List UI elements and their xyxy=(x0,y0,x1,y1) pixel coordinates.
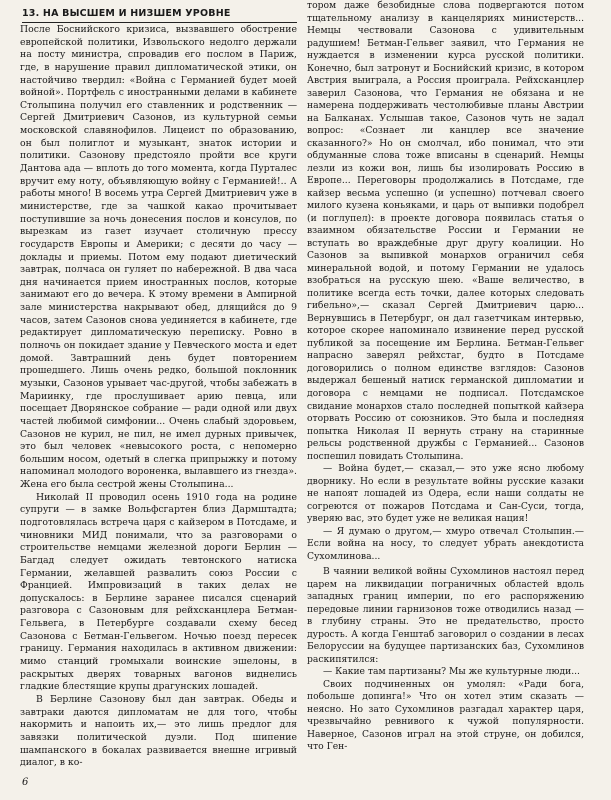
paragraph: В чаянии великой войны Сухомлинов настоял перед царем на ликвидации пограничных областей вдоль западных границ империи, по его распоряжению передовые линии гарнизонов тоже отводились назад — в глубину страны. Это не предательство, просто дурость. А когда Генштаб заговорил о создании в лесах Белоруссии на будущее партизанских баз, Сухомлинов раскипятился: xyxy=(307,566,584,665)
paragraph: тором даже безобидные слова подвергаются потом тщательному анализу в канцеляриях министерств... Немцы чествовали Сазонова с удивительным радушием! Бетман-Гельвег заявил, что Германия не нуждается в изменении курса русской политики. Конечно, был затронут и Боснийский кризис, в котором Австрия выиграла, а Россия проиграла. Рейхсканцлер заверил Сазонова, что Германия не обязана и не намерена поддерживать честолюбивые планы Австрии на Балканах. Услышав такое, Сазонов чуть не задал вопрос: «Сознает ли канцлер все значение сказанного?» Но он смолчал, ибо понимал, что эти обдуманные слова тоже вписаны в сценарий. Немцы лезли из кожи вон, лишь бы изолировать Россию в Европе... Переговоры продолжались в Потсдаме, где кайзер весьма успешно (и успешно) потчевал своего милого кузена коньяками, и царь от выпивки подобрел (и поглупел): в проекте договора появилась статья о взаимном обязательстве России и Германии не вступать во враждебные друг другу коалиции. Но Сазонов за выпивкой монархов ограничил себя минеральной водой, и потому Германии не удалось взобраться на русскую шею. «Ваше величество, в политике всегда есть точки, далее которых следовать гибельно»,— сказал Сергей Дмитриевич царю... Вернувшись в Петербург, он дал газетчикам интервью, которое скорее напоминало извинение перед русской публикой за посещение им Берлина. Бетман-Гельвег напрасно заверял рейхстаг, будто в Потсдаме договорились о полном единстве взглядов: Сазонов выдержал бешеный натиск германской дипломатии и договора с немцами не подписал. Потсдамское свидание монархов стало последней попыткой кайзера оторвать Россию от союзников. Это была и последняя попытка Николая II вернуть страну на старинные рельсы родственной дружбы с Германией... Сазонов поспешил повидать Столыпина. xyxy=(307,0,584,462)
paragraph: — Война будет,— сказал,— это уже ясно любому дворнику. Но если в результате войны русские казаки не напоят лошадей из Одера, если наши солдаты не согреются от пожаров Потсдама и Сан-Суси, тогда, уверяю вас, это будет уже не великая нация! xyxy=(307,463,584,525)
paragraph: Николай II проводил осень 1910 года на родине супруги — в замке Вольфсгартен близ Дармштадта; подготовлялась встреча царя с кайзером в Потсдаме, и чиновники МИД понимали, что за разговорами о строительстве немцами железной дороги Берлин — Багдад следует ожидать тевтонского натиска Германии, желавшей развалить союз России с Францией. Импровизаций в таких делах не допускалось: в Берлине заранее писался сценарий разговора с Сазоновым для рейхсканцлера Бетман-Гельвега, в Петербурге создавали схему бесед Сазонова с Бетман-Гельвегом. Ночью поезд пересек границу. Германия находилась в активном движении: мимо станций громыхали воинские эшелоны, в раскрытых дверях товарных вагонов виднелись гладкие блестящие крупы драгунских лошадей. xyxy=(20,491,297,693)
title-rule xyxy=(22,22,297,23)
right-column xyxy=(307,0,584,754)
paragraph: Своих подчиненных он умолял: «Ради бога, побольше допинга!» Что он хотел этим сказать — неясно. Но зато Сухомлинов разгадал характер царя, чрезвычайно ревнивого к чужой популярности. Наверное, Сазонов играл на этой струне, он добился, что Ген- xyxy=(307,678,584,753)
paragraph: В Берлине Сазонову был дан завтрак. Обеды и завтраки даются дипломатам не для того, чтобы накормить и напоить их,— это лишь предлог для завязки политической дуэли. Под шипение шампанского в бокалах развивается внешне игривый диалог, в ко- xyxy=(20,693,297,769)
paragraph: — Я думаю о другом,— хмуро отвечал Столыпин.— Если война на носу, то следует убрать анекдотиста Сухомлинова... xyxy=(307,525,584,562)
page-number: 6 xyxy=(22,777,29,788)
left-column xyxy=(20,24,297,770)
paragraph: — Какие там партизаны? Мы же культурные люди... xyxy=(323,666,580,678)
paragraph: После Боснийского кризиса, вызвавшего обострение европейской политики, Извольского недолго держали на посту министра, спровадив его послом в Париж, где, в нарушение правил дипломатической этики, он настойчиво твердил: «Война с Германией будет моей войной». Портфель с иностранными делами в кабинете Столыпина получил его ставленник и родственник — Сергей Дмитриевич Сазонов, из культурной семьи московской славянофилов. Лицеист по образованию, он был полиглот и музыкант, знаток истории и политики. Сазонову предстояло пройти все круги Дантова ада — вплоть до того момента, когда Пурталес вручит ему ноту, объявляющую войну с Германией!.. А работы много! В восемь утра Сергей Дмитриевич уже в министерстве, где за чашкой какао прочитывает поступившие за ночь донесения послов и консулов, по вырезкам из газет изучает столичную прессу государств Европы и Америки; с десяти до часу — доклады и приемы. Потом ему подают диетический завтрак, полчаса он гуляет по набережной. В два часа дня начинается прием иностранных послов, которые занимают его до вечера. К этому времени в Ампирной зале министерства накрывают обед, длящийся до 9 часов, затем Сазонов снова уединяется в кабинете, где редактирует дипломатическую переписку. Ровно в полночь он покидает здание у Певческого моста и едет домой. Завтрашний день будет повторением прошедшего. Лишь очень редко, большой поклонник музыки, Сазонов урывает час-другой, чтобы забежать в Мариинку, где прослушивает арию певца, или посещает Дворянское собрание — ради одной или двух частей любимой симфонии... Очень слабый здоровьем, Сазонов не курил, не пил, не имел дурных привычек, это был человек «невысокого роста, с непомерно большим носом, одетый в слегка припрыжку и потому напоминал молодого вороненка, вылавшего из гнезда». Жена его была сестрой жены Столыпина... xyxy=(20,24,297,491)
section-title: 13. НА ВЫСШЕМ И НИЗШЕМ УРОВНЕ xyxy=(22,8,231,19)
